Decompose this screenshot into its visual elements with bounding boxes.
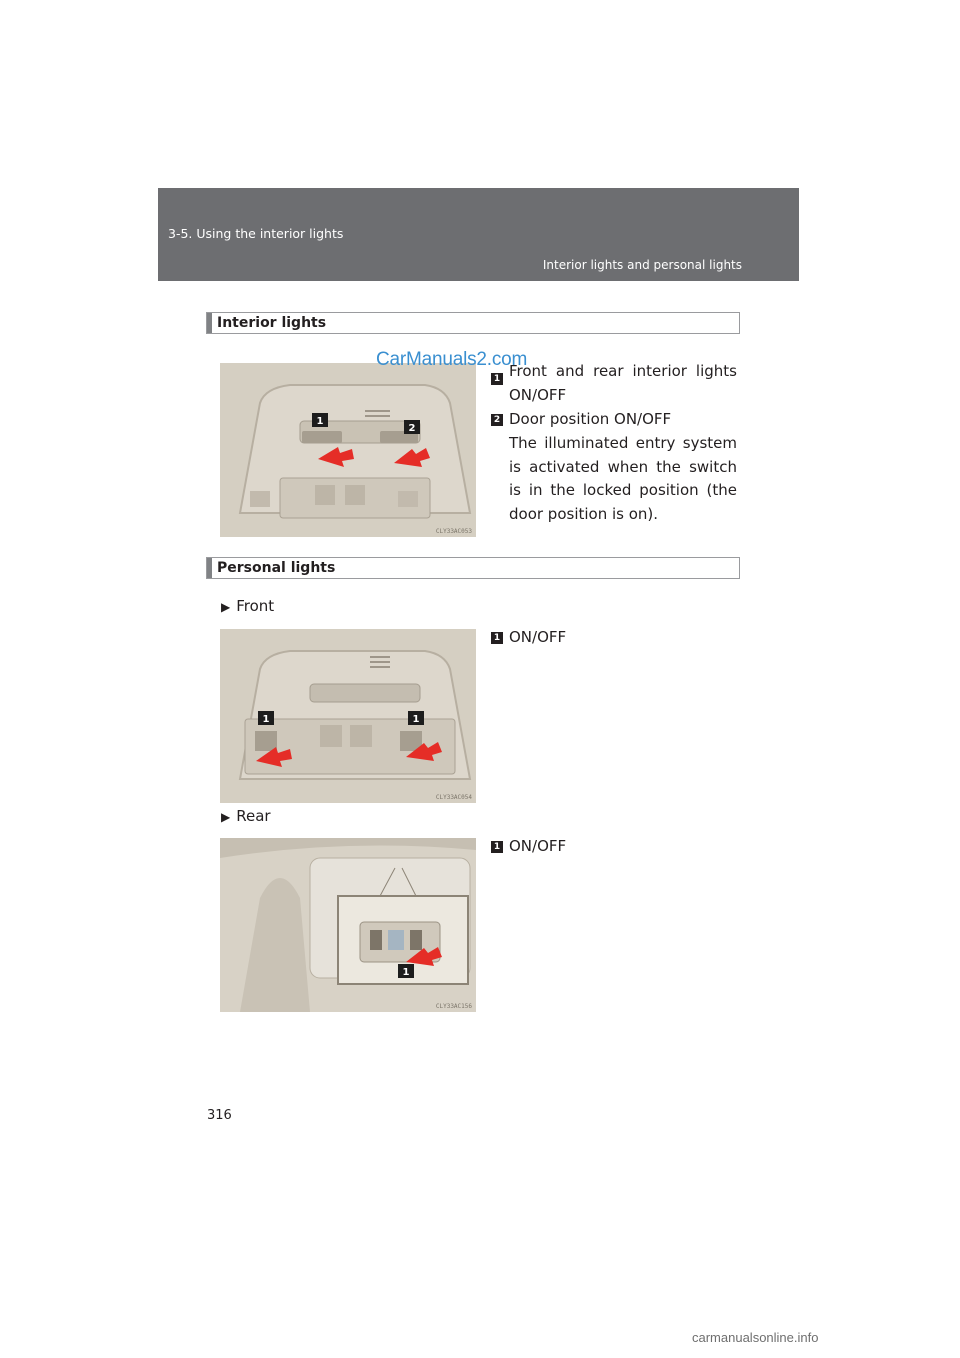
note-text: The illuminated entry system is activated when the switch is in the locked position (the door position is on). <box>509 434 737 523</box>
callout-number: 1 <box>491 373 503 385</box>
svg-text:1: 1 <box>262 714 270 725</box>
svg-text:1: 1 <box>412 714 420 725</box>
watermark: CarManuals2.com <box>376 349 528 370</box>
callout-number: 2 <box>491 414 503 426</box>
rear-label-row <box>221 807 271 825</box>
item-text: ON/OFF <box>509 837 567 855</box>
section-title: 3-5. Using the interior lights <box>168 226 344 241</box>
item-text: ON/OFF <box>509 628 567 646</box>
callout-number: 1 <box>491 632 503 644</box>
page-header <box>158 188 799 281</box>
page-number: 316 <box>207 1108 232 1123</box>
rear-label: Rear <box>236 807 271 825</box>
interior-lights-photo <box>220 363 476 537</box>
front-label: Front <box>236 597 275 615</box>
svg-text:1: 1 <box>316 416 324 427</box>
svg-text:1: 1 <box>402 967 410 978</box>
interior-lights-heading: Interior lights <box>217 315 327 331</box>
personal-lights-heading: Personal lights <box>217 560 336 576</box>
triangle-bullet-icon: ▶ <box>221 600 231 614</box>
image-code: CLY33AC054 <box>435 794 472 801</box>
triangle-bullet-icon: ▶ <box>221 810 231 824</box>
front-label-row <box>221 597 274 615</box>
item-text: Door position ON/OFF <box>509 410 672 428</box>
image-code: CLY33AC156 <box>435 1003 472 1010</box>
rear-personal-light-photo <box>220 838 476 1012</box>
interior-lights-heading-bar <box>206 312 740 334</box>
page-subtitle: Interior lights and personal lights <box>542 258 742 272</box>
image-code: CLY33AC053 <box>435 528 472 535</box>
callout-number: 1 <box>491 841 503 853</box>
personal-lights-heading-bar <box>206 557 740 579</box>
front-personal-lights-photo <box>220 629 476 803</box>
item-text: Front and rear interior lights ON/OFF <box>509 362 737 404</box>
footer-watermark[interactable]: carmanualsonline.info <box>692 1330 819 1345</box>
svg-text:2: 2 <box>408 423 416 434</box>
